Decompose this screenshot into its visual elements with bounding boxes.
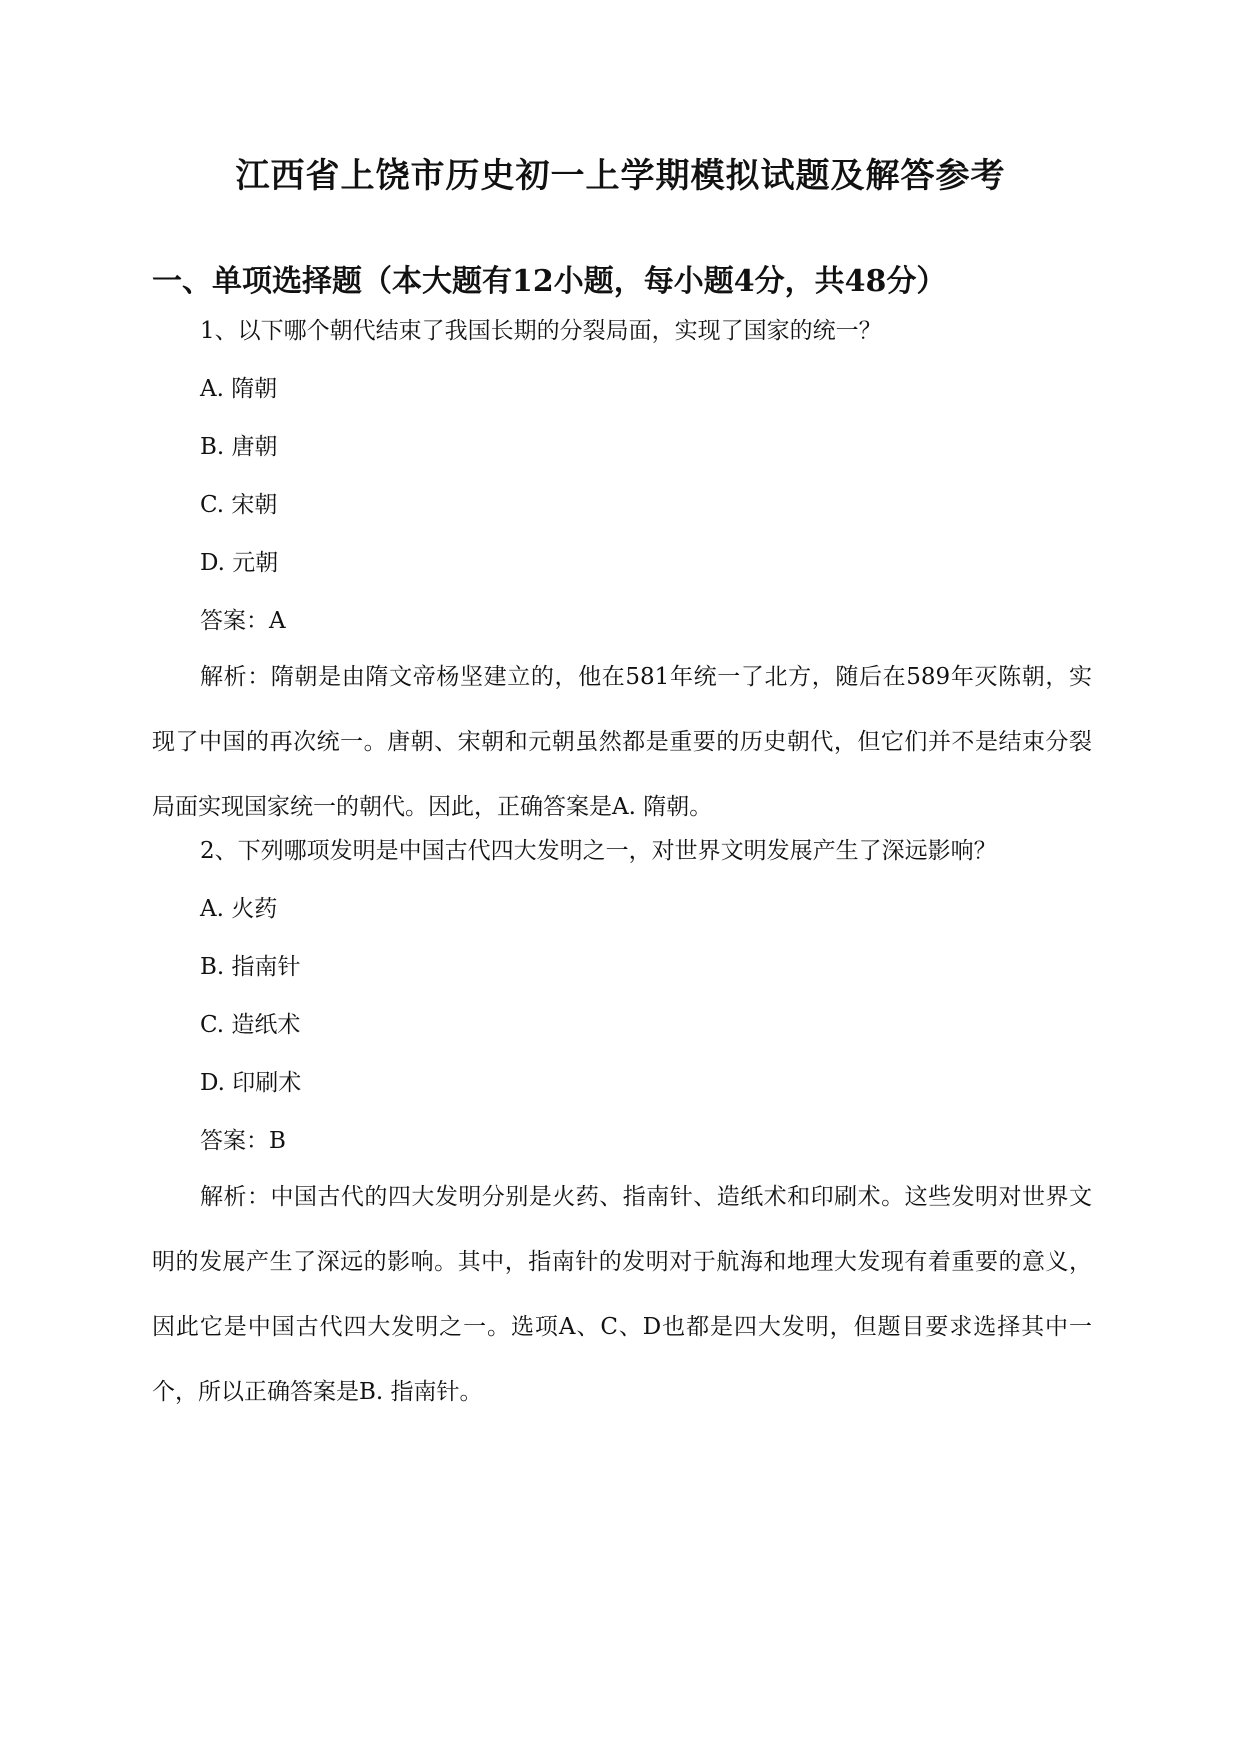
question-2-explanation: 解析：中国古代的四大发明分别是火药、指南针、造纸术和印刷术。这些发明对世界文明的发展产生了深远的影响。其中，指南针的发明对于航海和地理大发现有着重要的意义，因此它是中国古代四大发明之一。选项A、C、D也都是四大发明，但题目要求选择其中一个，所以正确答案是B. 指南针。 [152,1184,1092,1405]
question-1-option-a: A. 隋朝 [200,376,278,402]
question-1-option-b: B. 唐朝 [200,434,278,460]
question-1-explanation: 解析：隋朝是由隋文帝杨坚建立的，他在581年统一了北方，随后在589年灭陈朝，实现了中国的再次统一。唐朝、宋朝和元朝虽然都是重要的历史朝代，但它们并不是结束分裂局面实现国家统一的朝代。因此，正确答案是A. 隋朝。 [152,664,1092,820]
question-2-option-b: B. 指南针 [200,954,301,980]
document-title: 江西省上饶市历史初一上学期模拟试题及解答参考 [235,156,1006,196]
question-2-option-a: A. 火药 [200,896,278,922]
question-1-stem: 1、以下哪个朝代结束了我国长期的分裂局面，实现了国家的统一？ [200,318,882,344]
section-heading: 一、单项选择题（本大题有12小题，每小题4分，共48分） [152,264,947,299]
question-1-option-c: C. 宋朝 [200,492,278,518]
question-2-option-c: C. 造纸术 [200,1012,301,1038]
question-1-answer: 答案：A [200,608,286,634]
question-2-stem: 2、下列哪项发明是中国古代四大发明之一，对世界文明发展产生了深远影响？ [200,838,997,864]
question-1-option-d: D. 元朝 [200,550,279,576]
question-2-answer: 答案：B [200,1128,286,1154]
question-2-option-d: D. 印刷术 [200,1070,302,1096]
